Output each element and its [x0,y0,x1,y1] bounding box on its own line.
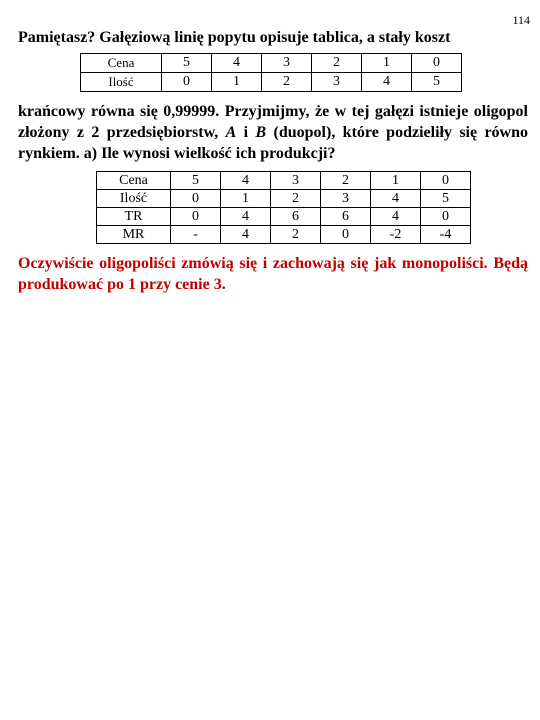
table-cell: 2 [321,172,371,190]
table-cell: 2 [271,226,321,244]
question-paragraph-duopoly [18,101,528,164]
table-cell: 2 [262,73,312,92]
table-cell: 0 [421,172,471,190]
table-row [97,172,471,190]
table-cell: 4 [221,172,271,190]
row-label: Ilość [97,190,171,208]
table-cell: 2 [271,190,321,208]
firm-a-label: A [225,124,237,141]
table-cell: 3 [321,190,371,208]
table-cell: 6 [321,208,371,226]
table-cell: 3 [262,54,312,73]
table-cell: 5 [412,73,462,92]
table-row [81,73,462,92]
table-cell: 4 [221,208,271,226]
table-cell: -2 [371,226,421,244]
revenue-table [96,171,471,244]
table-cell: 5 [171,172,221,190]
row-label: Ilość [81,73,162,92]
table-cell: 0 [321,226,371,244]
table-cell: 6 [271,208,321,226]
row-label: MR [97,226,171,244]
table-cell: 4 [212,54,262,73]
table-cell: 0 [412,54,462,73]
table-cell: - [171,226,221,244]
row-label: Cena [81,54,162,73]
table-cell: 1 [371,172,421,190]
table-row [81,54,462,73]
table-cell: 4 [362,73,412,92]
table-cell: 1 [221,190,271,208]
table-cell: 2 [312,54,362,73]
question-paragraph-intro: Pamiętasz? Gałęziową linię popytu opisuje tablica, a stały koszt [18,29,451,46]
table-cell: 4 [221,226,271,244]
firm-b-label: B [255,124,267,141]
row-label: Cena [97,172,171,190]
table-cell: 4 [371,190,421,208]
table-cell: 0 [171,190,221,208]
demand-table [80,53,462,92]
table-cell: -4 [421,226,471,244]
table-cell: 0 [171,208,221,226]
text-span: (duopol), które podzieliły się równo rynkiem. a) Ile wynosi wielkość ich produkcji? [18,124,528,162]
table-cell: 0 [162,73,212,92]
table-row [97,190,471,208]
table-cell: 0 [421,208,471,226]
table-row [97,226,471,244]
table-cell: 4 [371,208,421,226]
text-span: krańcowy równa się 0,99999. Przyjmijmy, że w tej gałęzi istnieje oligopol złożony z 2 przedsiębiorstw, [18,103,528,141]
text-span: i [236,124,256,141]
table-row [97,208,471,226]
table-cell: 1 [212,73,262,92]
table-cell: 3 [271,172,321,190]
page-number: 114 [512,13,530,27]
table-cell: 5 [162,54,212,73]
answer-paragraph: Oczywiście oligopoliści zmówią się i zachowają się jak monopoliści. Będą produkować po 1 przy cenie 3. [18,255,528,293]
table-cell: 5 [421,190,471,208]
row-label: TR [97,208,171,226]
table-cell: 3 [312,73,362,92]
table-cell: 1 [362,54,412,73]
